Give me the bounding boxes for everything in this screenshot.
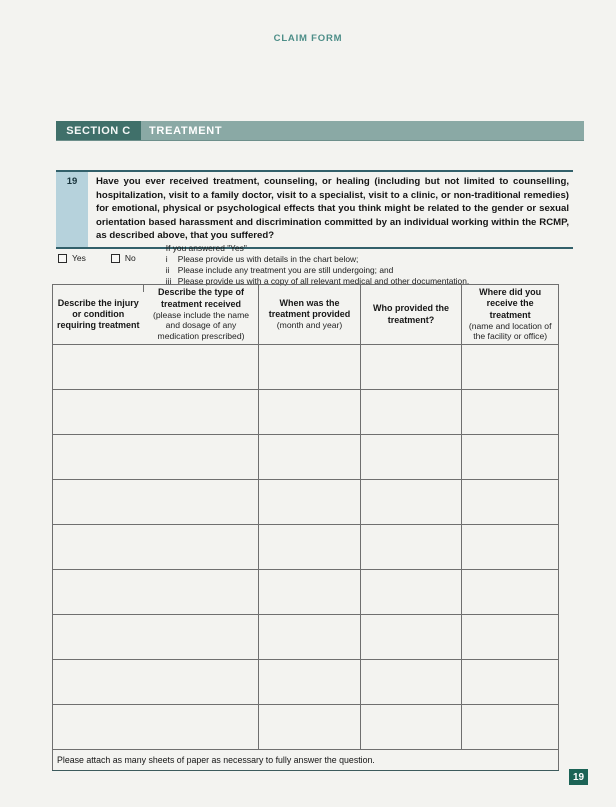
no-checkbox[interactable] [111, 254, 120, 263]
table-row [53, 705, 559, 750]
yes-checkbox-option[interactable] [58, 253, 86, 263]
instructions-list [166, 254, 469, 287]
column-divider-tick [143, 285, 144, 292]
table-row [53, 345, 559, 390]
treatment-table [52, 284, 559, 771]
column-header-2 [144, 285, 259, 345]
column-title: When was the treatment provided [268, 297, 351, 320]
column-header-5 [462, 285, 559, 345]
column-header-1 [53, 285, 144, 345]
table-cell-r6-c5[interactable] [462, 570, 559, 615]
table-cell-r6-c2[interactable] [144, 570, 259, 615]
table-cell-r3-c5[interactable] [462, 435, 559, 480]
table-row [53, 570, 559, 615]
table-cell-r9-c2[interactable] [144, 705, 259, 750]
section-banner [56, 121, 584, 140]
table-cell-r3-c1[interactable] [53, 435, 144, 480]
table-cell-r6-c3[interactable] [259, 570, 360, 615]
table-cell-r8-c1[interactable] [53, 660, 144, 705]
table-row [53, 525, 559, 570]
instruction-numeral: i [165, 254, 168, 265]
question-number: 19 [56, 172, 88, 247]
table-cell-r1-c4[interactable] [360, 345, 462, 390]
yes-checkbox-label: Yes [72, 253, 86, 263]
column-note: (please include the name and dosage of any medication prescribed) [152, 309, 250, 342]
table-cell-r7-c2[interactable] [144, 615, 259, 660]
instruction-numeral: iii [165, 276, 172, 287]
answer-row [56, 243, 586, 287]
table-cell-r2-c3[interactable] [259, 390, 360, 435]
table-cell-r8-c5[interactable] [462, 660, 559, 705]
table-row [53, 660, 559, 705]
instruction-text: Please include any treatment you are still undergoing; and [177, 265, 394, 276]
table-cell-r8-c4[interactable] [360, 660, 462, 705]
table-cell-r8-c2[interactable] [144, 660, 259, 705]
column-header-4 [360, 285, 462, 345]
table-cell-r9-c4[interactable] [360, 705, 462, 750]
attach-sheets-note: Please attach as many sheets of paper as necessary to fully answer the question. [53, 750, 559, 771]
table-cell-r5-c4[interactable] [360, 525, 462, 570]
table-cell-r7-c3[interactable] [259, 615, 360, 660]
instruction-text: Please provide us with details in the chart below; [177, 254, 359, 265]
table-row [53, 615, 559, 660]
column-title: Describe the injury or condition requiring treatment [57, 297, 140, 331]
table-cell-r1-c1[interactable] [53, 345, 144, 390]
table-cell-r3-c4[interactable] [360, 435, 462, 480]
section-label: SECTION C [56, 121, 141, 140]
table-cell-r6-c4[interactable] [360, 570, 462, 615]
column-title: Describe the type of treatment received [157, 287, 245, 309]
table-cell-r5-c2[interactable] [144, 525, 259, 570]
table-row [53, 480, 559, 525]
table-cell-r5-c3[interactable] [259, 525, 360, 570]
table-cell-r3-c2[interactable] [144, 435, 259, 480]
page-title: CLAIM FORM [273, 33, 343, 44]
instruction-item-ii [166, 265, 469, 276]
table-cell-r8-c3[interactable] [259, 660, 360, 705]
table-cell-r9-c3[interactable] [259, 705, 360, 750]
section-title: TREATMENT [149, 124, 223, 137]
table-cell-r7-c1[interactable] [53, 615, 144, 660]
table-cell-r5-c1[interactable] [53, 525, 144, 570]
table-cell-r9-c1[interactable] [53, 705, 144, 750]
table-cell-r6-c1[interactable] [53, 570, 144, 615]
column-note: (month and year) [276, 320, 343, 331]
no-checkbox-option[interactable] [111, 253, 136, 263]
column-note: (name and location of the facility or office) [468, 320, 552, 342]
table-cell-r7-c4[interactable] [360, 615, 462, 660]
table-cell-r2-c1[interactable] [53, 390, 144, 435]
table-cell-r2-c5[interactable] [462, 390, 559, 435]
question-text: Have you ever received treatment, counseling, or healing (including but not limited to counselling, hospitalization, visit to a family doctor, visit to a specialist, visit to a clinic, or non-traditional remedies) for emotional, physical or psychological effects that you think might be related to the gender or sexual orientation based harassment and discrimination committed by an individual working within the RCMP, as described above, that you suffered? [96, 176, 569, 242]
table-cell-r1-c5[interactable] [462, 345, 559, 390]
page-number-badge: 19 [569, 769, 588, 785]
no-checkbox-label: No [124, 253, 136, 263]
question-19-block [56, 170, 573, 249]
table-row [53, 435, 559, 480]
instructions-block [166, 243, 469, 287]
table-cell-r7-c5[interactable] [462, 615, 559, 660]
instructions-intro: If you answered "Yes" [165, 243, 247, 253]
table-cell-r1-c3[interactable] [259, 345, 360, 390]
table-cell-r2-c4[interactable] [360, 390, 462, 435]
yes-checkbox[interactable] [58, 254, 67, 263]
table-cell-r9-c5[interactable] [462, 705, 559, 750]
instruction-item-i [166, 254, 469, 265]
table-footer-row [53, 750, 559, 771]
column-header-3 [259, 285, 360, 345]
table-header-row [53, 285, 559, 345]
table-cell-r1-c2[interactable] [144, 345, 259, 390]
column-title: Where did you receive the treatment [479, 287, 542, 320]
table-cell-r4-c2[interactable] [144, 480, 259, 525]
table-cell-r3-c3[interactable] [259, 435, 360, 480]
table-cell-r4-c1[interactable] [53, 480, 144, 525]
table-cell-r5-c5[interactable] [462, 525, 559, 570]
table-cell-r4-c3[interactable] [259, 480, 360, 525]
treatment-table-wrap [52, 284, 559, 771]
table-row [53, 390, 559, 435]
column-title: Who provided the treatment? [372, 303, 449, 325]
table-cell-r4-c4[interactable] [360, 480, 462, 525]
table-cell-r2-c2[interactable] [144, 390, 259, 435]
instruction-numeral: ii [165, 265, 170, 276]
instruction-text: Please provide us with a copy of all relevant medical and other documentation. [177, 276, 470, 287]
table-cell-r4-c5[interactable] [462, 480, 559, 525]
